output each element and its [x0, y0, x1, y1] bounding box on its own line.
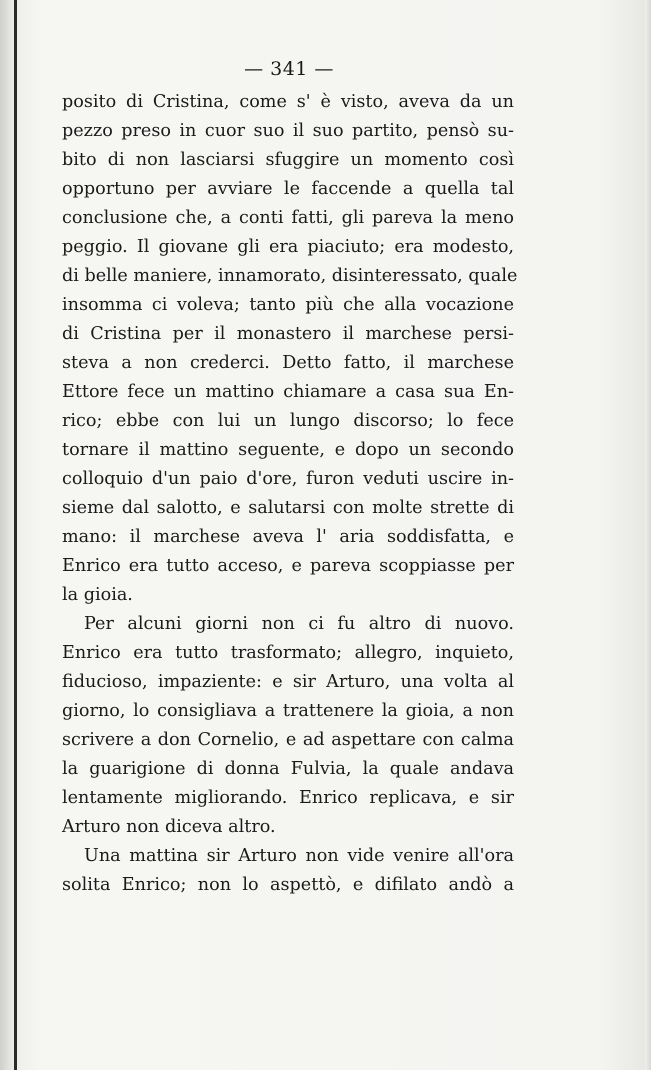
text-line: la gioia.	[62, 585, 133, 605]
text-line: insomma ci voleva; tanto più che alla vocazione	[62, 295, 514, 315]
text-line: posito di Cristina, come s' è visto, aveva da un	[62, 92, 514, 112]
text-line: peggio. Il giovane gli era piaciuto; era modesto,	[62, 237, 514, 257]
text-line: steva a non crederci. Detto fatto, il marchese	[62, 353, 514, 373]
text-line: colloquio d'un paio d'ore, furon veduti uscire in-	[62, 469, 514, 489]
text-line: bito di non lasciarsi sfuggire un momento così	[62, 150, 514, 170]
text-line: solita Enrico; non lo aspettò, e difilato andò a	[62, 875, 514, 895]
text-line: scrivere a don Cornelio, e ad aspettare con calma	[62, 730, 514, 750]
text-line: la guarigione di donna Fulvia, la quale andava	[62, 759, 514, 779]
binding-edge	[14, 0, 17, 1070]
text-line: pezzo preso in cuor suo il suo partito, pensò su-	[62, 121, 514, 141]
page-edge	[645, 0, 651, 1070]
text-line: fiducioso, impaziente: e sir Arturo, una volta al	[62, 672, 514, 692]
binding-shadow	[0, 0, 14, 1070]
text-line: Enrico era tutto acceso, e pareva scoppiasse per	[62, 556, 514, 576]
text-line: di Cristina per il monastero il marchese persi-	[62, 324, 514, 344]
text-line: Per alcuni giorni non ci fu altro di nuovo.	[84, 614, 514, 634]
text-line: Enrico era tutto trasformato; allegro, inquieto,	[62, 643, 514, 663]
text-line: di belle maniere, innamorato, disinteressato, quale	[62, 266, 518, 286]
page-number: — 341 —	[244, 58, 334, 80]
text-line: sieme dal salotto, e salutarsi con molte strette di	[62, 498, 514, 518]
text-line: Ettore fece un mattino chiamare a casa sua En-	[62, 382, 514, 402]
text-line: giorno, lo consigliava a trattenere la gioia, a non	[62, 701, 514, 721]
text-line: mano: il marchese aveva l' aria soddisfatta, e	[62, 527, 514, 547]
text-line: opportuno per avviare le faccende a quella tal	[62, 179, 514, 199]
text-line: Arturo non diceva altro.	[62, 817, 276, 837]
text-line: conclusione che, a conti fatti, gli pareva la meno	[62, 208, 514, 228]
body-text	[62, 88, 518, 900]
text-line: tornare il mattino seguente, e dopo un secondo	[62, 440, 514, 460]
text-line: Una mattina sir Arturo non vide venire all'ora	[84, 846, 514, 866]
text-line: lentamente migliorando. Enrico replicava, e sir	[62, 788, 514, 808]
text-line: rico; ebbe con lui un lungo discorso; lo fece	[62, 411, 514, 431]
